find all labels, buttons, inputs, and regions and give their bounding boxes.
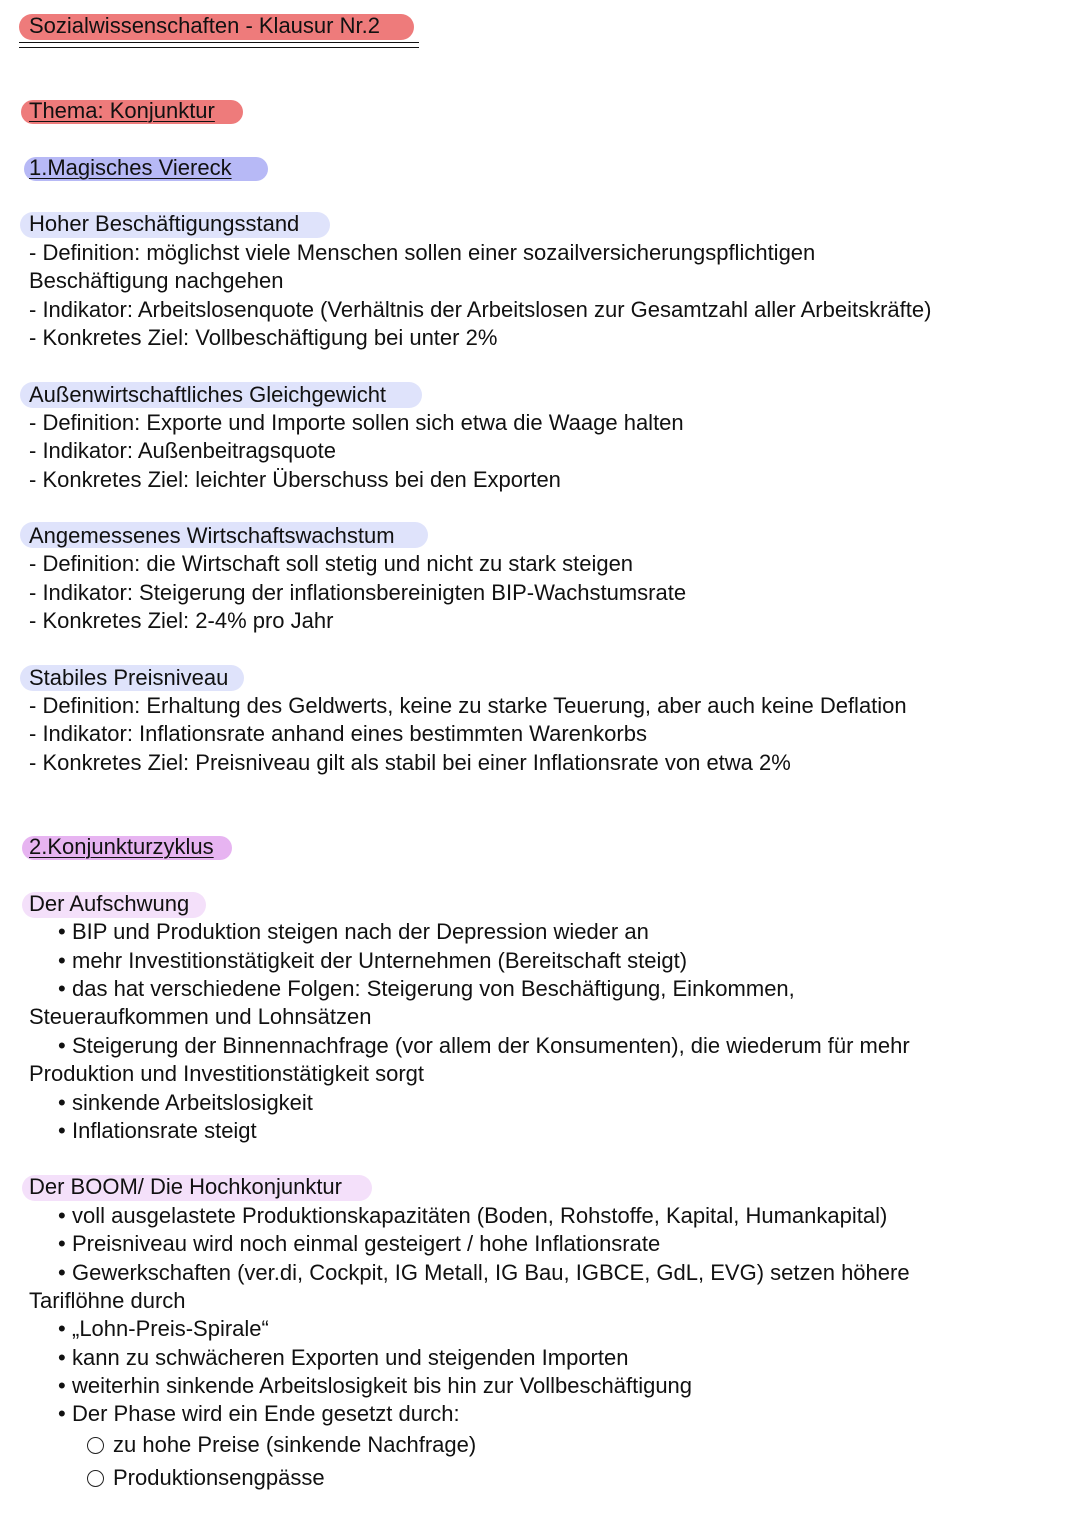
s1c-line1: - Definition: die Wirtschaft soll stetig und nicht zu stark steigen	[29, 551, 634, 576]
s2a-heading: Der Aufschwung	[29, 891, 190, 916]
list-item	[58, 918, 649, 946]
list-item	[58, 1202, 887, 1230]
s2b-heading: Der BOOM/ Die Hochkonjunktur	[29, 1174, 342, 1199]
list-item-text: sinkende Arbeitslosigkeit	[72, 1090, 313, 1115]
s1c-heading: Angemessenes Wirtschaftswachstum	[29, 523, 395, 548]
list-item	[58, 1032, 910, 1060]
s1a-heading: Hoher Beschäftigungsstand	[29, 211, 300, 236]
list-item-text: mehr Investitionstätigkeit der Unternehmen (Bereitschaft steigt)	[72, 948, 688, 973]
sub-list-item	[87, 1464, 325, 1492]
list-item	[58, 1259, 910, 1287]
list-item	[58, 1230, 660, 1258]
s1d-heading: Stabiles Preisniveau	[29, 665, 229, 690]
list-item	[58, 1089, 313, 1117]
section1-heading: 1.Magisches Viereck	[29, 155, 232, 180]
bullet-icon: •	[58, 1090, 66, 1115]
s1c-line3: - Konkretes Ziel: 2-4% pro Jahr	[29, 608, 334, 633]
s1b-heading: Außenwirtschaftliches Gleichgewicht	[29, 382, 387, 407]
s1d-line1: - Definition: Erhaltung des Geldwerts, keine zu starke Teuerung, aber auch keine Deflation	[29, 693, 907, 718]
list-item	[58, 1117, 257, 1145]
list-item	[58, 1315, 269, 1343]
s1d-line3: - Konkretes Ziel: Preisniveau gilt als stabil bei einer Inflationsrate von etwa 2%	[29, 750, 791, 775]
list-item-text: kann zu schwächeren Exporten und steigenden Importen	[72, 1345, 629, 1370]
sub-list-item-text: zu hohe Preise (sinkende Nachfrage)	[113, 1432, 477, 1457]
list-item-text: voll ausgelastete Produktionskapazitäten (Boden, Rohstoffe, Kapital, Humankapital)	[72, 1203, 888, 1228]
bullet-icon: •	[58, 1203, 66, 1228]
s1b-line1: - Definition: Exporte und Importe sollen sich etwa die Waage halten	[29, 410, 684, 435]
list-item-text: weiterhin sinkende Arbeitslosigkeit bis hin zur Vollbeschäftigung	[72, 1373, 693, 1398]
list-item-text: Preisniveau wird noch einmal gesteigert / hohe Inflationsrate	[72, 1231, 661, 1256]
list-item-text: „Lohn-Preis-Spirale“	[72, 1316, 269, 1341]
bullet-icon: •	[58, 919, 66, 944]
list-item-text: Der Phase wird ein Ende gesetzt durch:	[72, 1401, 460, 1426]
circle-bullet-icon	[87, 1437, 104, 1454]
s1a-line2: Beschäftigung nachgehen	[29, 268, 284, 293]
bullet-icon: •	[58, 1260, 66, 1285]
bullet-icon: •	[58, 1033, 66, 1058]
s1c-line2: - Indikator: Steigerung der inflationsbereinigten BIP-Wachstumsrate	[29, 580, 687, 605]
doc-title: Sozialwissenschaften - Klausur Nr.2	[29, 13, 380, 38]
s1b-line3: - Konkretes Ziel: leichter Überschuss bei den Exporten	[29, 467, 561, 492]
list-item-text: Inflationsrate steigt	[72, 1118, 257, 1143]
s1a-line3: - Indikator: Arbeitslosenquote (Verhältnis der Arbeitslosen zur Gesamtzahl aller Arbeitskräfte)	[29, 297, 932, 322]
s1a-line4: - Konkretes Ziel: Vollbeschäftigung bei unter 2%	[29, 325, 498, 350]
bullet-icon: •	[58, 1118, 66, 1143]
topic-heading: Thema: Konjunktur	[29, 98, 215, 123]
list-item-continuation: Produktion und Investitionstätigkeit sorgt	[29, 1061, 425, 1086]
circle-bullet-icon	[87, 1470, 104, 1487]
bullet-icon: •	[58, 976, 66, 1001]
s1d-line2: - Indikator: Inflationsrate anhand eines bestimmten Warenkorbs	[29, 721, 647, 746]
list-item-text: das hat verschiedene Folgen: Steigerung von Beschäftigung, Einkommen,	[72, 976, 795, 1001]
bullet-icon: •	[58, 1316, 66, 1341]
sub-list-item	[87, 1431, 476, 1459]
list-item-continuation: Tariflöhne durch	[29, 1288, 186, 1313]
section2-heading: 2.Konjunkturzyklus	[29, 834, 214, 859]
sub-list-item-text: Produktionsengpässe	[113, 1465, 325, 1490]
list-item	[58, 1372, 692, 1400]
list-item-text: Gewerkschaften (ver.di, Cockpit, IG Metall, IG Bau, IGBCE, GdL, EVG) setzen höhere	[72, 1260, 910, 1285]
title-double-underline	[19, 42, 419, 48]
bullet-icon: •	[58, 1373, 66, 1398]
list-item-continuation: Steueraufkommen und Lohnsätzen	[29, 1004, 372, 1029]
bullet-icon: •	[58, 1345, 66, 1370]
list-item	[58, 947, 687, 975]
bullet-icon: •	[58, 1231, 66, 1256]
bullet-icon: •	[58, 1401, 66, 1426]
list-item	[58, 975, 795, 1003]
s1b-line2: - Indikator: Außenbeitragsquote	[29, 438, 336, 463]
list-item	[58, 1344, 628, 1372]
list-item-text: BIP und Produktion steigen nach der Depression wieder an	[72, 919, 649, 944]
list-item-text: Steigerung der Binnennachfrage (vor allem der Konsumenten), die wiederum für mehr	[72, 1033, 910, 1058]
s1a-line1: - Definition: möglichst viele Menschen sollen einer sozailversicherungspflichtigen	[29, 240, 816, 265]
list-item	[58, 1400, 460, 1428]
bullet-icon: •	[58, 948, 66, 973]
